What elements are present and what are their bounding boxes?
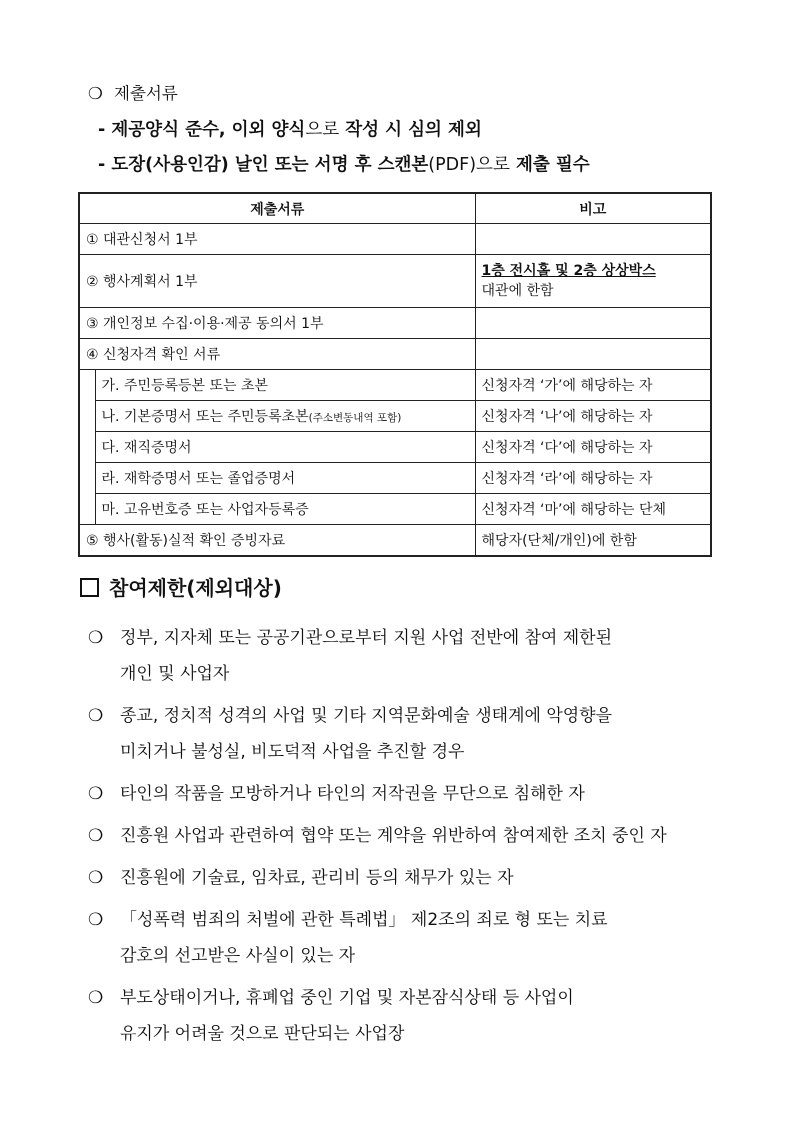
circle-bullet-icon: ❍ xyxy=(88,706,104,726)
header-remarks: 비고 xyxy=(475,193,711,224)
doc-cell xyxy=(95,401,475,432)
doc-cell: 다. 재직증명서 xyxy=(95,432,475,463)
list-item-line: 감호의 선고받은 사실이 있는 자 xyxy=(120,946,356,966)
circle-bullet-icon: ❍ xyxy=(88,784,104,804)
note-2-prefix: - 도장(사용인감) 날인 또는 서명 후 스캔본 xyxy=(98,155,429,175)
doc-cell: 라. 재학증명서 또는 졸업증명서 xyxy=(95,463,475,494)
doc-cell: ⑤ 행사(활동)실적 확인 증빙자료 xyxy=(79,525,475,557)
list-item-line: 「성폭력 범죄의 처벌에 관한 특례법」 제2조의 죄로 형 또는 치료 xyxy=(120,910,608,930)
submission-note-seal xyxy=(98,151,590,176)
table-subrow xyxy=(79,370,711,401)
list-item-line: 정부, 지자체 또는 공공기관으로부터 지원 사업 전반에 참여 제한된 xyxy=(120,628,613,648)
list-item xyxy=(88,776,720,812)
checkbox-square-icon xyxy=(80,578,99,597)
note-cell: 신청자격 ‘다’에 해당하는 자 xyxy=(475,432,711,463)
circle-bullet-icon: ❍ xyxy=(88,910,104,930)
note-cell xyxy=(475,255,711,308)
doc-text: 나. 기본증명서 또는 주민등록초본 xyxy=(101,409,309,425)
submission-note-format xyxy=(98,116,482,141)
circle-bullet-icon: ❍ xyxy=(88,868,104,888)
list-item-line: 진흥원 사업과 관련하여 협약 또는 계약을 위반하여 참여제한 조치 중인 자 xyxy=(120,826,667,846)
note-cell: 신청자격 ‘나’에 해당하는 자 xyxy=(475,401,711,432)
circle-bullet-icon: ❍ xyxy=(88,628,104,648)
restrictions-list xyxy=(88,620,720,1058)
note-text: 대관에 한함 xyxy=(481,283,554,299)
note-cell xyxy=(475,224,711,255)
table-row xyxy=(79,224,711,255)
note-1-plain: 으로 xyxy=(305,120,340,140)
note-1-suffix: 작성 시 심의 제외 xyxy=(339,120,482,140)
doc-cell: ④ 신청자격 확인 서류 xyxy=(79,339,475,370)
list-item-line: 종교, 정치적 성격의 사업 및 기타 지역문화예술 생태계에 악영향을 xyxy=(120,706,613,726)
restrictions-heading-text: 참여제한(제외대상) xyxy=(109,576,282,600)
note-cell: 신청자격 ‘라’에 해당하는 자 xyxy=(475,463,711,494)
doc-cell: 마. 고유번호증 또는 사업자등록증 xyxy=(95,494,475,525)
list-item-line: 타인의 작품을 모방하거나 타인의 저작권을 무단으로 침해한 자 xyxy=(120,784,585,804)
note-cell: 신청자격 ‘가’에 해당하는 자 xyxy=(475,370,711,401)
table-subrow xyxy=(79,494,711,525)
list-item xyxy=(88,818,720,854)
indent-cell xyxy=(79,463,95,494)
note-cell xyxy=(475,308,711,339)
table-row xyxy=(79,308,711,339)
list-item xyxy=(88,902,720,974)
doc-cell: 가. 주민등록등본 또는 초본 xyxy=(95,370,475,401)
table-row xyxy=(79,525,711,557)
note-emphasis: 1층 전시홀 및 2층 상상박스 xyxy=(481,263,656,279)
list-item-line: 개인 및 사업자 xyxy=(120,664,230,684)
list-item xyxy=(88,980,720,1052)
list-item-line: 유지가 어려울 것으로 판단되는 사업장 xyxy=(120,1024,405,1044)
doc-cell: ② 행사계획서 1부 xyxy=(79,255,475,308)
note-cell xyxy=(475,339,711,370)
doc-small-text: (주소변동내역 포함) xyxy=(308,412,402,424)
circle-bullet-icon: ❍ xyxy=(88,826,104,846)
submission-title xyxy=(88,80,178,104)
indent-cell xyxy=(79,494,95,525)
indent-cell xyxy=(79,370,95,401)
indent-cell xyxy=(79,401,95,432)
table-row xyxy=(79,255,711,308)
list-item-line: 진흥원에 기술료, 임차료, 관리비 등의 채무가 있는 자 xyxy=(120,868,514,888)
list-item xyxy=(88,620,720,692)
circle-bullet-icon: ❍ xyxy=(88,988,104,1008)
note-2-plain: (PDF)으로 xyxy=(428,155,510,175)
header-documents: 제출서류 xyxy=(79,193,475,224)
doc-cell: ① 대관신청서 1부 xyxy=(79,224,475,255)
list-item xyxy=(88,698,720,770)
table-row xyxy=(79,339,711,370)
indent-cell xyxy=(79,432,95,463)
list-item-line: 미치거나 불성실, 비도덕적 사업을 추진할 경우 xyxy=(120,742,465,762)
submission-title-text: 제출서류 xyxy=(114,84,178,103)
table-header-row xyxy=(79,193,711,224)
list-item xyxy=(88,860,720,896)
note-cell: 신청자격 ‘마’에 해당하는 단체 xyxy=(475,494,711,525)
circle-bullet-icon: ❍ xyxy=(88,84,103,103)
list-item-line: 부도상태이거나, 휴폐업 중인 기업 및 자본잠식상태 등 사업이 xyxy=(120,988,574,1008)
note-cell: 해당자(단체/개인)에 한함 xyxy=(475,525,711,557)
doc-cell: ③ 개인정보 수집·이용·제공 동의서 1부 xyxy=(79,308,475,339)
table-subrow xyxy=(79,401,711,432)
table-subrow xyxy=(79,432,711,463)
restrictions-heading xyxy=(80,572,282,601)
table-subrow xyxy=(79,463,711,494)
submission-documents-table xyxy=(78,192,712,557)
note-1-prefix: - 제공양식 준수, 이외 양식 xyxy=(98,120,306,140)
note-2-suffix: 제출 필수 xyxy=(509,155,590,175)
